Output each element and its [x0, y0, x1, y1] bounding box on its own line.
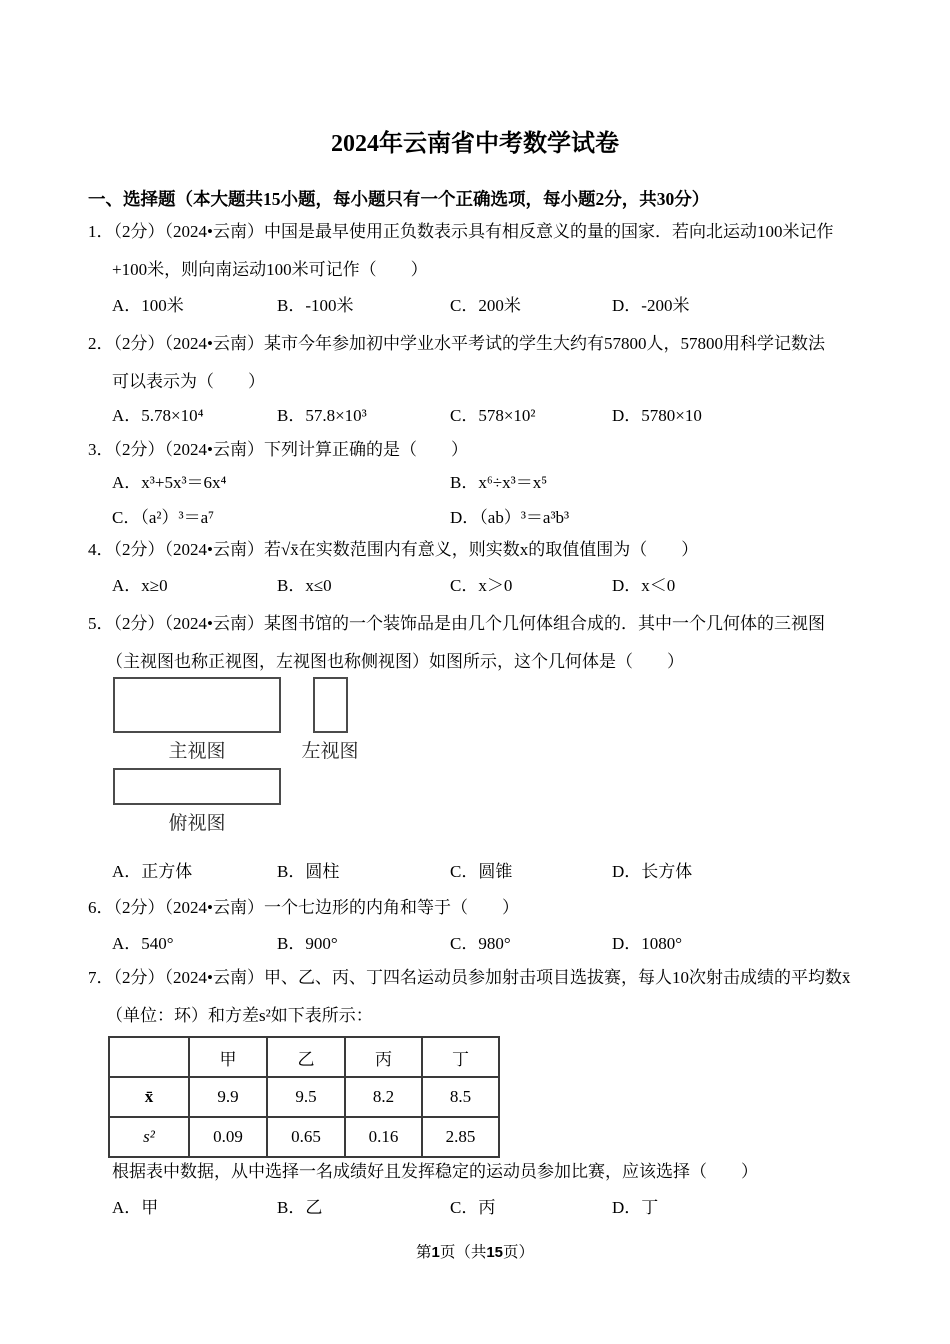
variance-cell-jia: 0.09	[189, 1117, 267, 1157]
q2-options	[88, 404, 878, 428]
footer-text: 页）	[503, 1244, 535, 1261]
q7-option-c: C．丙	[450, 1198, 496, 1217]
q2-text-line2: 可以表示为（ ）	[112, 372, 265, 391]
q7-text-line1: 7．（2分）（2024•云南）甲、乙、丙、丁四名运动员参加射击项目选拔赛，每人10次射击成绩的平均数x̄	[88, 968, 851, 987]
front-view-label: 主视图	[168, 741, 226, 762]
q2-option-a: A．5.78×10⁴	[112, 406, 204, 425]
q1-text-line1: 1．（2分）（2024•云南）中国是最早使用正负数表示具有相反意义的量的国家．若向北运动100米记作	[88, 222, 834, 241]
page-footer	[0, 1240, 950, 1262]
mean-row-label: x̄	[109, 1077, 189, 1117]
q3-options-row1	[88, 471, 878, 495]
q7-text-line2: （单位：环）和方差s²如下表所示：	[106, 1006, 373, 1025]
footer-text: 页（共	[439, 1244, 487, 1261]
q7-option-a: A．甲	[112, 1198, 159, 1217]
mean-cell-bing: 8.2	[345, 1077, 422, 1117]
q4-options	[88, 574, 878, 598]
footer-page-number: 1	[431, 1244, 440, 1261]
mean-cell-jia: 9.9	[189, 1077, 267, 1117]
q6-options	[88, 932, 878, 956]
top-view-label: 俯视图	[168, 813, 226, 834]
top-view-rect	[113, 768, 281, 805]
q6-option-c: C．980°	[450, 934, 511, 953]
q5-text-line2: （主视图也称正视图，左视图也称侧视图）如图所示，这个几何体是（ ）	[106, 652, 684, 671]
q1-option-c: C．200米	[450, 296, 521, 315]
q6-option-d: D．1080°	[612, 934, 683, 953]
q7-options	[88, 1196, 878, 1220]
variance-cell-yi: 0.65	[267, 1117, 345, 1157]
q1-option-a: A．100米	[112, 296, 184, 315]
q2-text-line1: 2．（2分）（2024•云南）某市今年参加初中学业水平考试的学生大约有57800人，57800用科学记数法	[88, 334, 825, 353]
q4-option-c: C．x＞0	[450, 576, 513, 595]
q2-option-c: C．578×10²	[450, 406, 536, 425]
q3-option-b: B．x⁶÷x³＝x⁵	[450, 473, 548, 492]
q6-option-a: A．540°	[112, 934, 174, 953]
q1-options	[88, 294, 878, 318]
mean-cell-yi: 9.5	[267, 1077, 345, 1117]
q3-option-c: C．（a²）³＝a⁷	[112, 508, 215, 527]
q7-option-d: D．丁	[612, 1198, 659, 1217]
q6-option-b: B．900°	[277, 934, 338, 953]
q4-option-b: B．x≤0	[277, 576, 332, 595]
q4-option-d: D．x＜0	[612, 576, 676, 595]
footer-total-pages: 15	[486, 1244, 504, 1261]
q4-text-line1: 4．（2分）（2024•云南）若√x̄在实数范围内有意义，则实数x的取值值围为（ ）	[88, 540, 699, 559]
variance-row-label: s²	[109, 1117, 189, 1157]
header-cell-ding: 丁	[422, 1037, 499, 1077]
q5-option-d: D．长方体	[612, 862, 693, 881]
section-heading: 一、选择题（本大题共15小题，每小题只有一个正确选项，每小题2分，共30分）	[88, 189, 710, 209]
q5-option-a: A．正方体	[112, 862, 193, 881]
side-view-rect	[313, 677, 348, 733]
variance-cell-bing: 0.16	[345, 1117, 422, 1157]
q5-text-line1: 5．（2分）（2024•云南）某图书馆的一个装饰品是由几个几何体组合成的．其中一个几何体的三视图	[88, 614, 825, 633]
header-cell-blank	[109, 1037, 189, 1077]
q2-option-b: B．57.8×10³	[277, 406, 367, 425]
page-title: 2024年云南省中考数学试卷	[331, 131, 619, 157]
header-cell-yi: 乙	[267, 1037, 345, 1077]
header-cell-bing: 丙	[345, 1037, 422, 1077]
table-header-row	[109, 1037, 499, 1077]
front-view-rect	[113, 677, 281, 733]
table-variance-row	[109, 1117, 499, 1157]
q3-options-row2	[88, 506, 878, 530]
q6-text-line1: 6．（2分）（2024•云南）一个七边形的内角和等于（ ）	[88, 898, 519, 917]
table-mean-row	[109, 1077, 499, 1117]
q1-option-b: B．-100米	[277, 296, 354, 315]
q5-option-b: B．圆柱	[277, 862, 340, 881]
q3-option-a: A．x³+5x³＝6x⁴	[112, 473, 227, 492]
score-table	[108, 1036, 500, 1158]
footer-text: 第	[415, 1244, 432, 1261]
q5-options	[88, 860, 878, 884]
mean-cell-ding: 8.5	[422, 1077, 499, 1117]
q1-text-line2: +100米，则向南运动100米可记作（ ）	[112, 260, 428, 279]
variance-cell-ding: 2.85	[422, 1117, 499, 1157]
q7-note-line: 根据表中数据，从中选择一名成绩好且发挥稳定的运动员参加比赛，应该选择（ ）	[112, 1162, 758, 1181]
q1-option-d: D．-200米	[612, 296, 690, 315]
q2-option-d: D．5780×10	[612, 406, 702, 425]
q3-text-line1: 3．（2分）（2024•云南）下列计算正确的是（ ）	[88, 440, 468, 459]
q4-option-a: A．x≥0	[112, 576, 168, 595]
q5-option-c: C．圆锥	[450, 862, 513, 881]
q3-option-d: D．（ab）³＝a³b³	[450, 508, 570, 527]
q7-option-b: B．乙	[277, 1198, 323, 1217]
header-cell-jia: 甲	[189, 1037, 267, 1077]
side-view-label: 左视图	[301, 741, 359, 762]
